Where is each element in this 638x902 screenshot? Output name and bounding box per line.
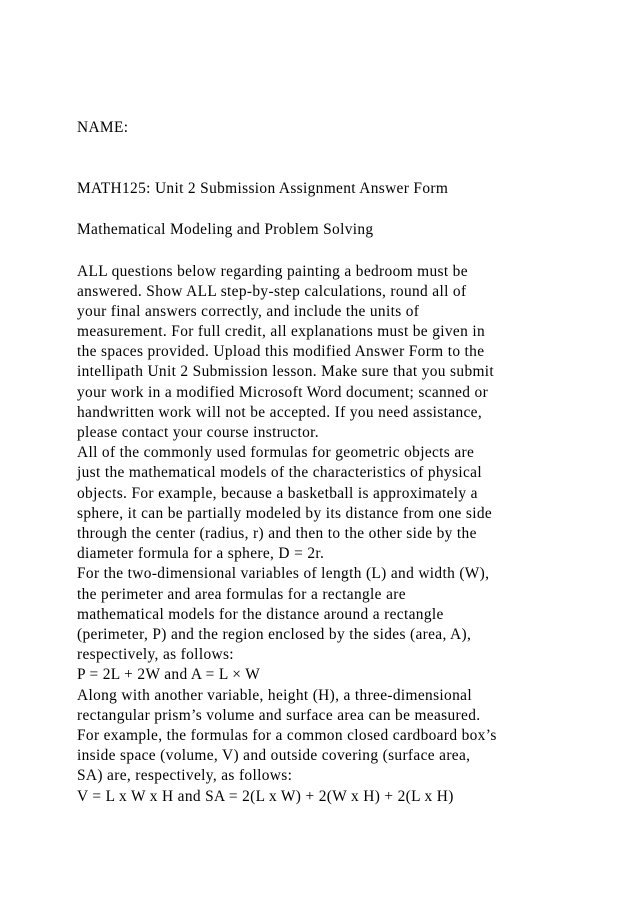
body-line: your final answers correctly, and include the units of	[77, 303, 420, 320]
body-line: please contact your course instructor.	[77, 424, 319, 441]
body-line: For the two-dimensional variables of length (L) and width (W),	[77, 565, 490, 582]
body-line: your work in a modified Microsoft Word document; scanned or	[77, 384, 489, 401]
body-line: For example, the formulas for a common closed cardboard box’s	[77, 727, 497, 744]
body-line: ALL questions below regarding painting a bedroom must be	[77, 263, 468, 280]
body-line: just the mathematical models of the characteristics of physical	[77, 464, 482, 481]
body-line: respectively, as follows:	[77, 646, 234, 663]
body-line: objects. For example, because a basketball is approximately a	[77, 485, 478, 502]
body-line: the spaces provided. Upload this modified Answer Form to the	[77, 343, 485, 360]
body-line: inside space (volume, V) and outside covering (surface area,	[77, 747, 471, 764]
body-line: handwritten work will not be accepted. If you need assistance,	[77, 404, 483, 421]
body-line: (perimeter, P) and the region enclosed by the sides (area, A),	[77, 626, 472, 643]
body-line: SA) are, respectively, as follows:	[77, 767, 293, 784]
body-line: the perimeter and area formulas for a rectangle are	[77, 586, 406, 603]
body-line: sphere, it can be partially modeled by its distance from one side	[77, 505, 493, 522]
name-label: NAME:	[77, 119, 129, 136]
body-line: through the center (radius, r) and then to the other side by the	[77, 525, 477, 542]
formula-line: V = L x W x H and SA = 2(L x W) + 2(W x H) + 2(L x H)	[77, 788, 454, 805]
course-title: MATH125: Unit 2 Submission Assignment Answer Form	[77, 180, 449, 197]
subtitle: Mathematical Modeling and Problem Solving	[77, 221, 374, 238]
body-line: Along with another variable, height (H), a three-dimensional	[77, 687, 472, 704]
body-line: All of the commonly used formulas for geometric objects are	[77, 444, 475, 461]
body-line: measurement. For full credit, all explanations must be given in	[77, 323, 486, 340]
body-line: rectangular prism’s volume and surface area can be measured.	[77, 707, 481, 724]
formula-line: P = 2L + 2W and A = L × W	[77, 666, 261, 683]
body-line: mathematical models for the distance around a rectangle	[77, 606, 444, 623]
body-line: answered. Show ALL step-by-step calculations, round all of	[77, 283, 467, 300]
body-line: diameter formula for a sphere, D = 2r.	[77, 545, 325, 562]
body-line: intellipath Unit 2 Submission lesson. Make sure that you submit	[77, 363, 495, 380]
